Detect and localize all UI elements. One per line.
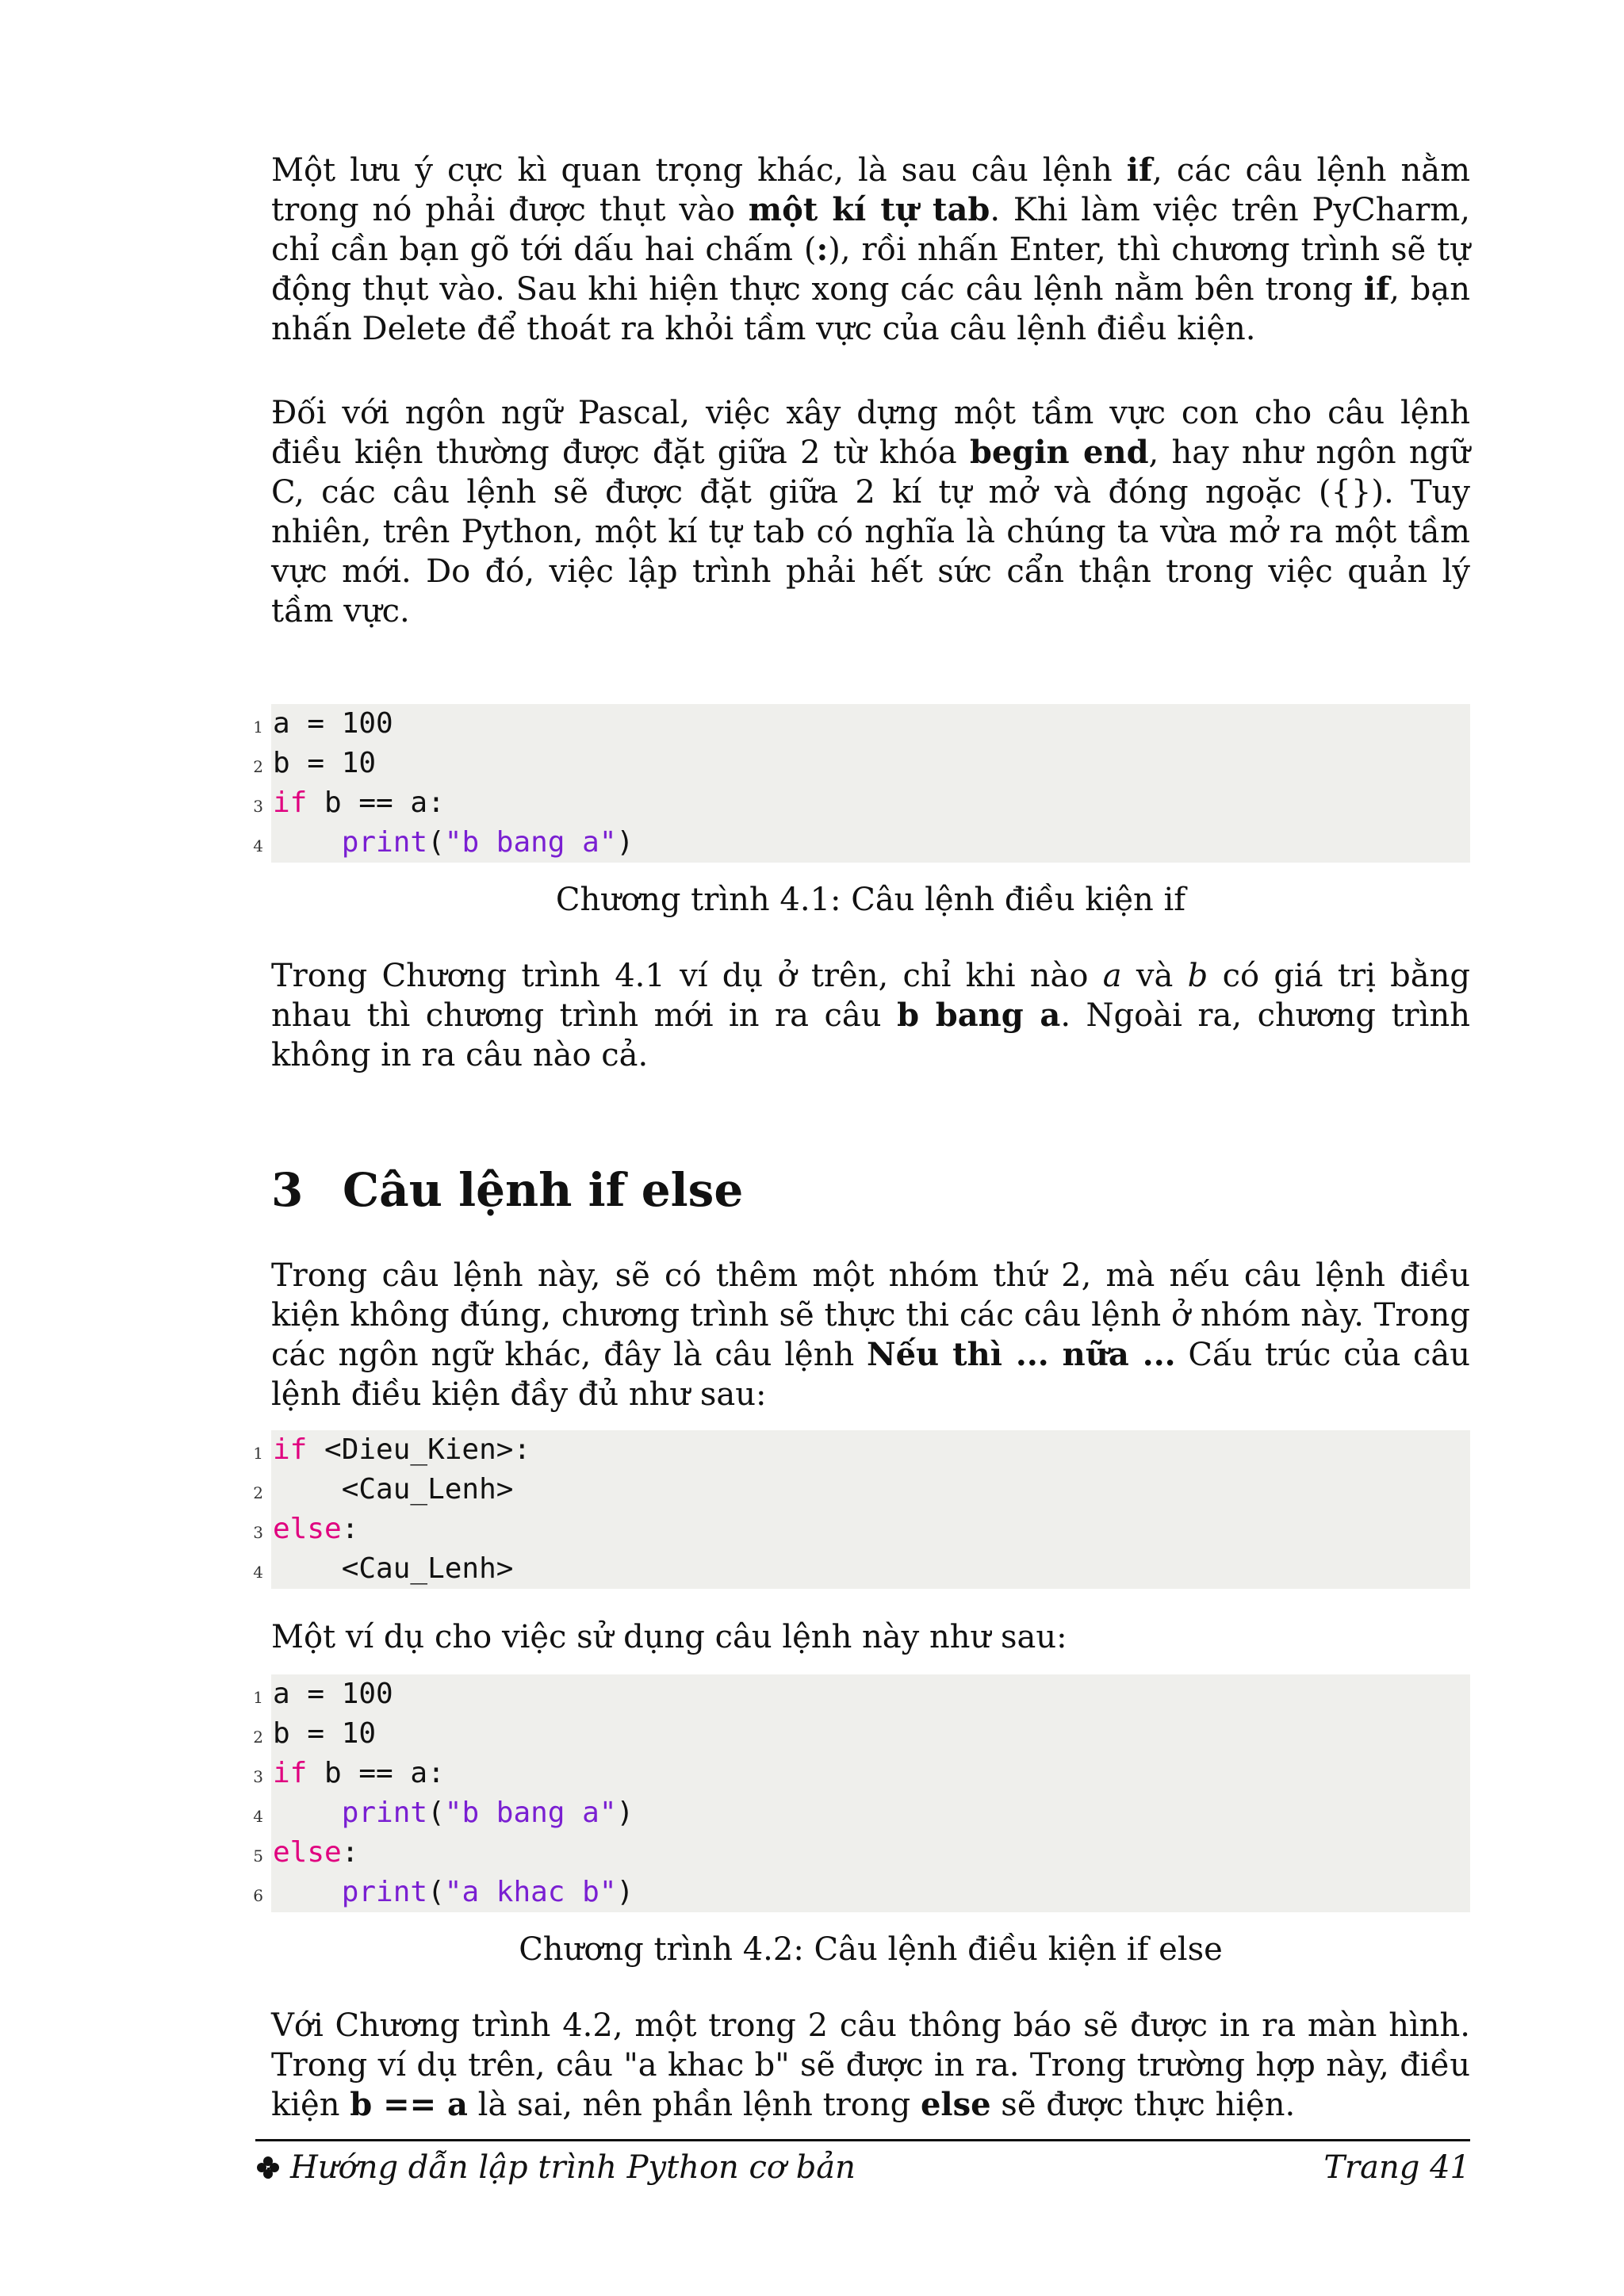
clover-icon — [255, 2155, 281, 2180]
code-line: 2 b = 10 — [253, 747, 377, 779]
code-line: 1 if <Dieu_Kien>: — [253, 1433, 531, 1466]
page-body — [253, 151, 1471, 2125]
footer-book-title: Hướng dẫn lập trình Python cơ bản — [290, 2149, 856, 2186]
code-listing-4-1 — [253, 704, 1470, 863]
code-listing-syntax — [253, 1430, 1470, 1589]
code-line: 4 print("b bang a") — [253, 826, 634, 859]
code-line: 3 if b == a: — [253, 786, 445, 819]
code-line: 2 b = 10 — [253, 1717, 377, 1750]
section-heading: 3 Câu lệnh if else — [271, 1163, 744, 1217]
code-listing-4-2 — [253, 1674, 1470, 1912]
paragraph-if-else-intro: Trong câu lệnh này, sẽ có thêm một nhóm thứ 2, mà nếu câu lệnh điều kiện không đúng, chương trình sẽ thực thi các câu lệnh ở nhóm này. Trong các ngôn ngữ khác, đây là câu lệnh Nếu thì ... nữa ... Cấu trúc của câu lệnh điều kiện đầy đủ như sau: — [271, 1257, 1470, 1413]
paragraph-scope-comparison: Đối với ngôn ngữ Pascal, việc xây dựng một tầm vực con cho câu lệnh điều kiện thường được đặt giữa 2 từ khóa begin end, hay như ngôn ngữ C, các câu lệnh sẽ được đặt giữa 2 kí tự mở và đóng ngoặc ({}). Tuy nhiên, trên Python, một kí tự tab có nghĩa là chúng ta vừa mở ra một tầm vực mới. Do đó, việc lập trình phải hết sức cẩn thận trong việc quản lý tầm vực. — [271, 395, 1471, 629]
code-line: 2 <Cau_Lenh> — [253, 1473, 514, 1506]
paragraph-example-intro: Một ví dụ cho việc sử dụng câu lệnh này như sau: — [271, 1619, 1067, 1655]
listing-caption-4-2: Chương trình 4.2: Câu lệnh điều kiện if else — [519, 1931, 1223, 1968]
paragraph-listing-4-1-explanation: Trong Chương trình 4.1 ví dụ ở trên, chỉ khi nào a và b có giá trị bằng nhau thì chương trình mới in ra câu b bang a. Ngoài ra, chương trình không in ra câu nào cả. — [271, 958, 1470, 1073]
paragraph-listing-4-2-explanation: Với Chương trình 4.2, một trong 2 câu thông báo sẽ được in ra màn hình. Trong ví dụ trên, câu "a khac b" sẽ được in ra. Trong trường hợp này, điều kiện b == a là sai, nên phần lệnh trong else sẽ được thực hiện. — [271, 2007, 1470, 2123]
code-line: 4 print("b bang a") — [253, 1797, 634, 1829]
paragraph-indentation-note: Một lưu ý cực kì quan trọng khác, là sau câu lệnh if, các câu lệnh nằm trong nó phải được thụt vào một kí tự tab. Khi làm việc trên PyCharm, chỉ cần bạn gõ tới dấu hai chấm (:), rồi nhấn Enter, thì chương trình sẽ tự động thụt vào. Sau khi hiện thực xong các câu lệnh nằm bên trong if, bạn nhấn Delete để thoát ra khỏi tầm vực của câu lệnh điều kiện. — [271, 151, 1471, 347]
listing-caption-4-1: Chương trình 4.1: Câu lệnh điều kiện if — [555, 882, 1186, 918]
code-line: 1 a = 100 — [253, 1678, 393, 1710]
code-line: 3 if b == a: — [253, 1757, 445, 1789]
code-line: 4 <Cau_Lenh> — [253, 1552, 514, 1585]
code-line: 6 print("a khac b") — [253, 1876, 634, 1908]
footer-title-group — [255, 2149, 856, 2186]
page-footer — [255, 2139, 1470, 2186]
code-line: 5 else: — [253, 1836, 359, 1869]
code-line: 3 else: — [253, 1513, 359, 1545]
code-line: 1 a = 100 — [253, 707, 393, 740]
footer-page-number: Trang 41 — [1323, 2149, 1470, 2186]
